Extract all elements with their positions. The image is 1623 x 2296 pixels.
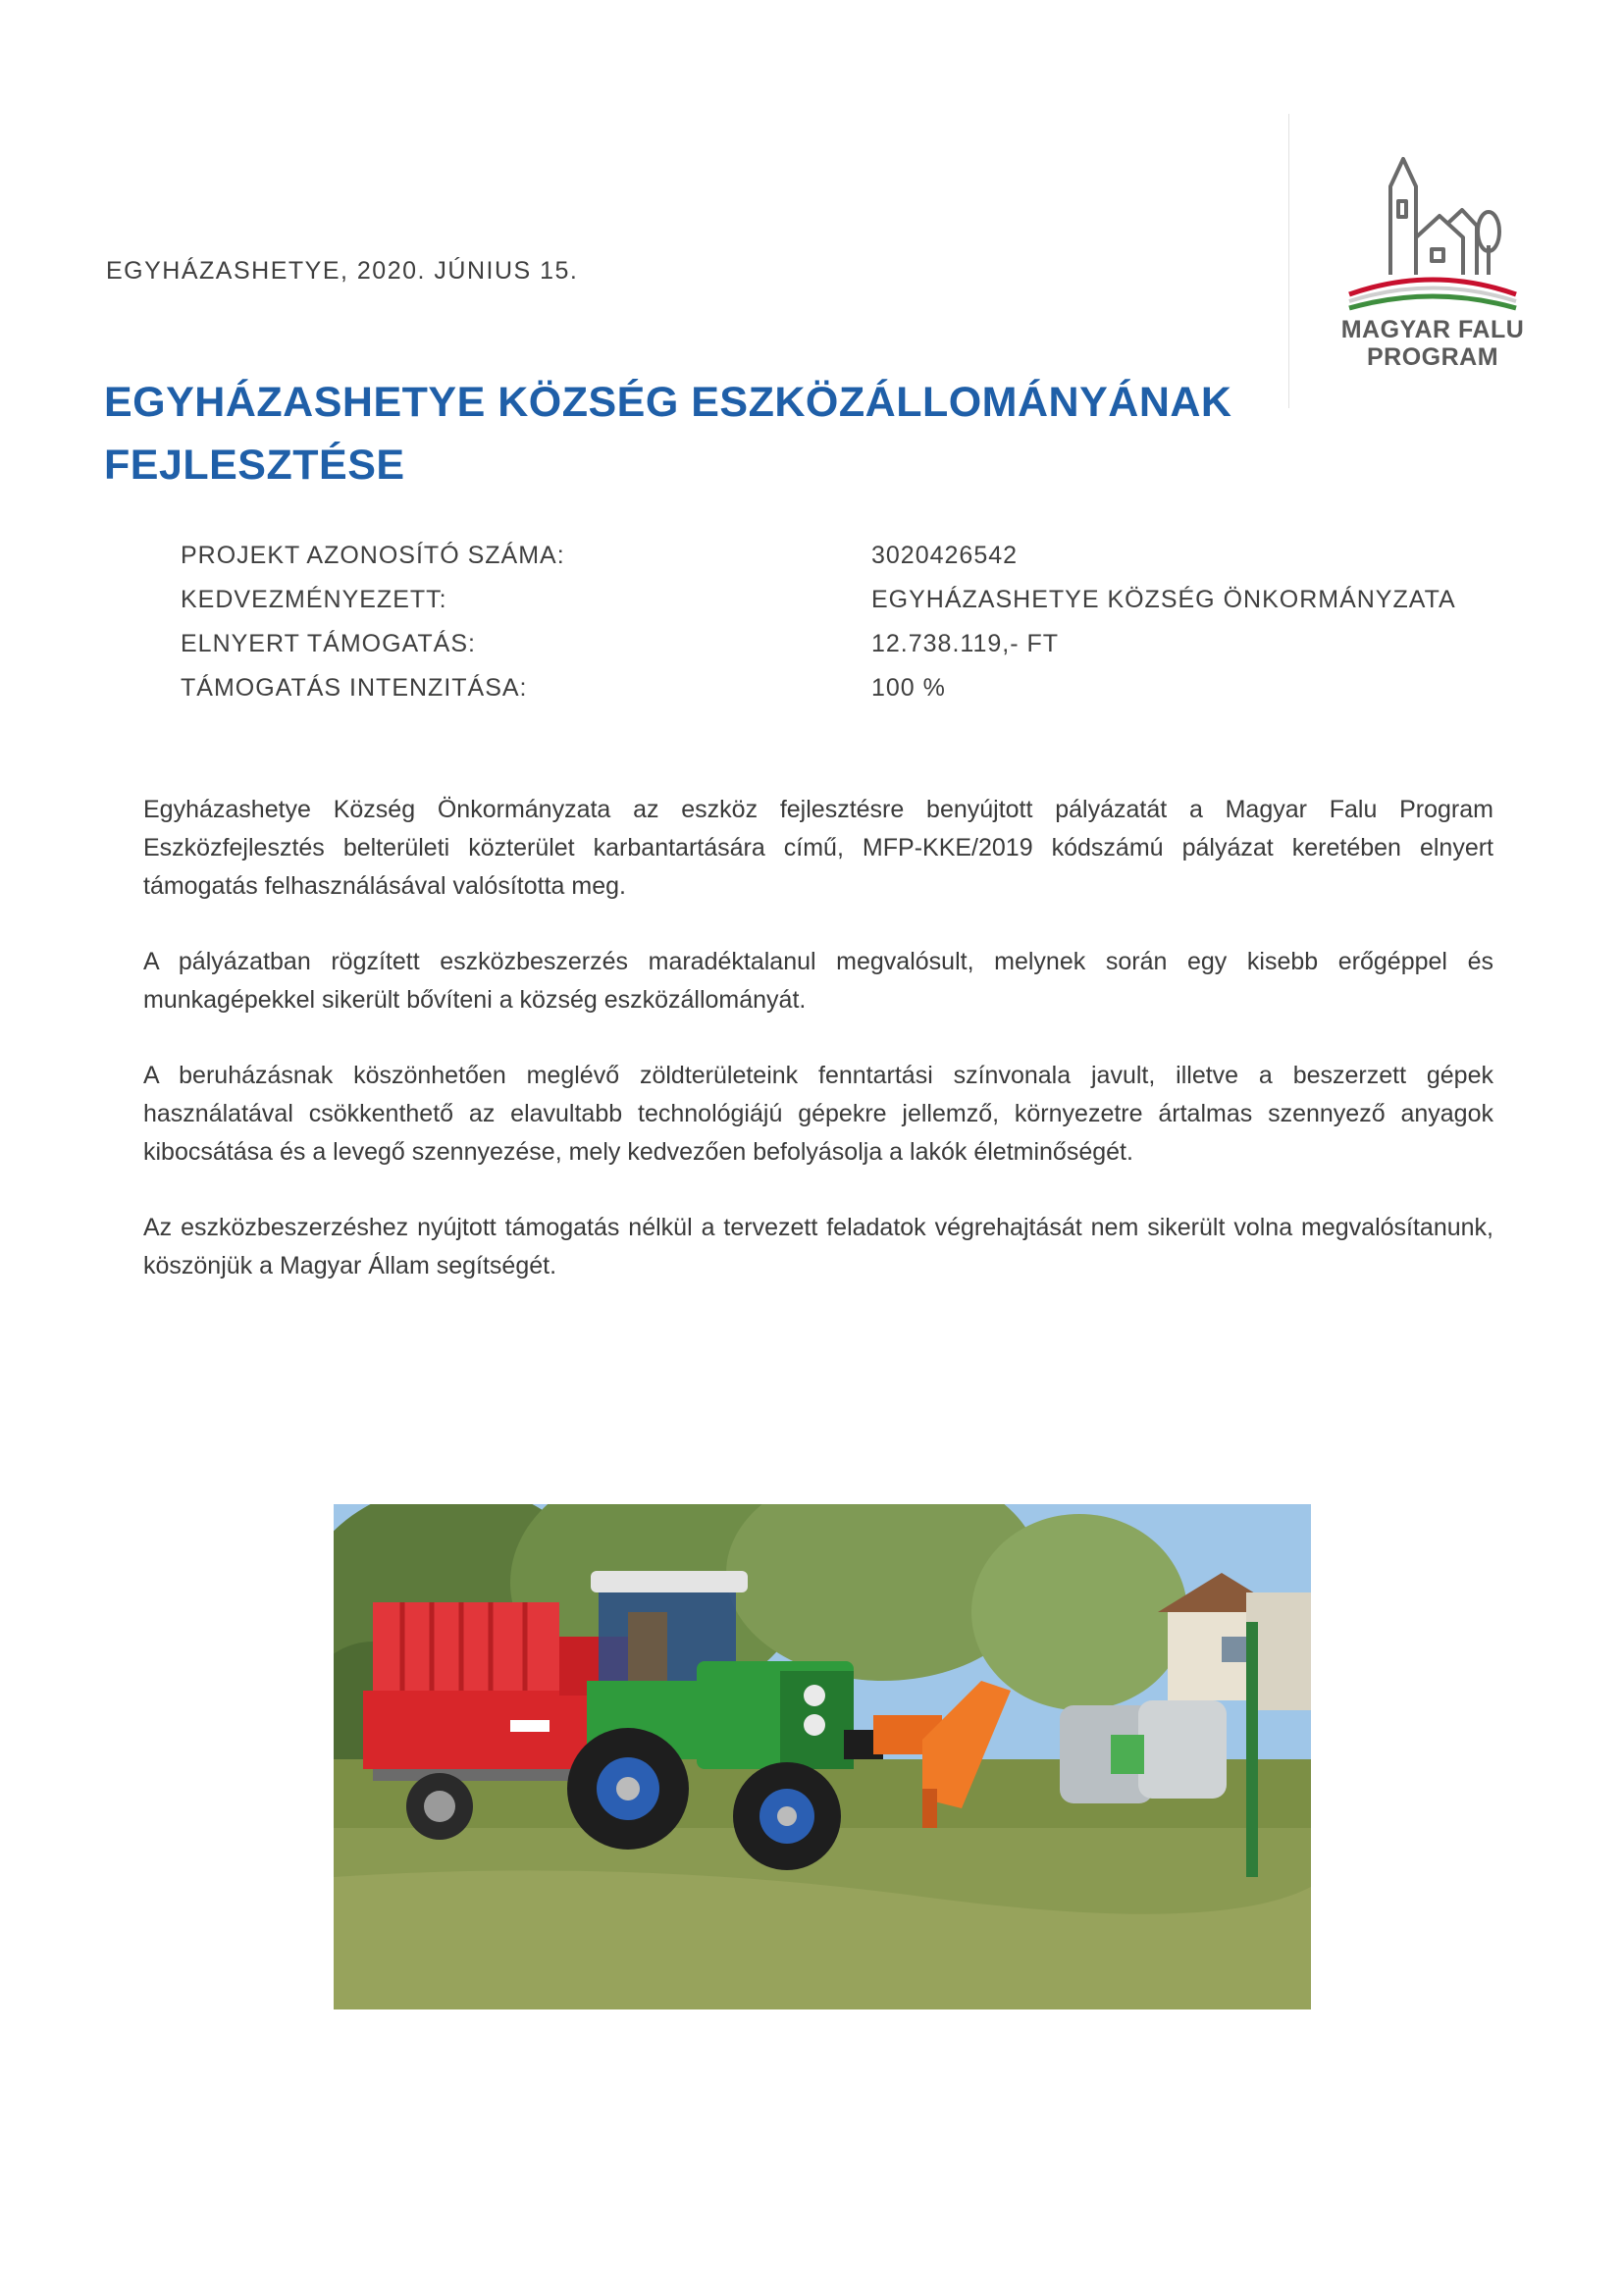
grant-amount-value: 12.738.119,- FT	[871, 630, 1060, 657]
project-info-row-intensity	[181, 674, 1535, 718]
logo-text-line2: PROGRAM	[1366, 343, 1499, 371]
project-info-row-beneficiary	[181, 586, 1535, 630]
village-church-icon	[1330, 147, 1536, 314]
paragraph-1: Egyházashetye Község Önkormányzata az eszköz fejlesztésre benyújtott pályázatát a Magyar Falu Program Eszközfejlesztés belterületi közterület karbantartására című, MFP-KKE/2019 kódszámú pályázat keretében elnyert támogatás felhasználásával valósította meg.	[143, 796, 1493, 900]
project-id-label: PROJEKT AZONOSÍTÓ SZÁMA:	[181, 542, 565, 569]
project-id-value: 3020426542	[871, 542, 1019, 569]
project-info-table	[181, 542, 1535, 718]
grant-amount-label: ELNYERT TÁMOGATÁS:	[181, 630, 476, 657]
paragraph-2: A pályázatban rögzített eszközbeszerzés maradéktalanul megvalósult, melynek során egy kisebb erőgéppel és munkagépekkel sikerült bővíteni a község eszközállományát.	[143, 948, 1493, 1014]
tractor-photo	[334, 1504, 1311, 2009]
project-info-row-id	[181, 542, 1535, 586]
project-info-row-grant	[181, 630, 1535, 674]
beneficiary-label: KEDVEZMÉNYEZETT:	[181, 586, 447, 613]
document-date: EGYHÁZASHETYE, 2020. JÚNIUS 15.	[106, 257, 579, 285]
paragraph-4: Az eszközbeszerzéshez nyújtott támogatás nélkül a tervezett feladatok végrehajtását nem sikerült volna megvalósítanunk, köszönjük a Magyar Állam segítségét.	[143, 1214, 1493, 1279]
logo-text-line1: MAGYAR FALU	[1340, 316, 1525, 343]
magyar-falu-program-logo	[1330, 147, 1536, 383]
paragraph-3: A beruházásnak köszönhetően meglévő zöldterületeink fenntartási színvonala javult, illetve a beszerzett gépek használatával csökkenthető az elavultabb technológiájú gépekre jellemző, környezetre ártalmas szennyező anyagok kibocsátása és a levegő szennyezése, mely kedvezően befolyásolja a lakók életminőségét.	[143, 1062, 1493, 1166]
grant-intensity-label: TÁMOGATÁS INTENZITÁSA:	[181, 674, 528, 702]
grant-intensity-value: 100 %	[871, 674, 946, 702]
document-title: EGYHÁZASHETYE KÖZSÉG ESZKÖZÁLLOMÁNYÁNAK FEJLESZTÉSE	[104, 379, 1232, 489]
document-body	[143, 791, 1493, 1323]
beneficiary-value: EGYHÁZASHETYE KÖZSÉG ÖNKORMÁNYZATA	[871, 586, 1456, 613]
header-divider	[1288, 114, 1289, 408]
